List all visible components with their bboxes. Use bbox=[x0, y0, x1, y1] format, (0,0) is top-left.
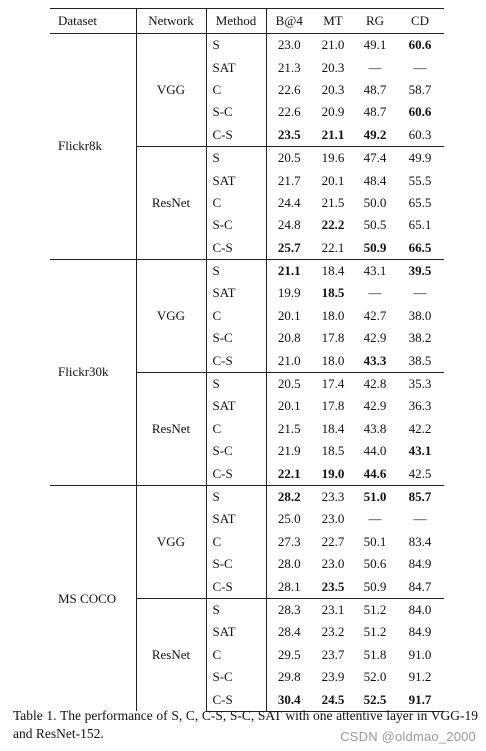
cd-value-cell: 60.6 bbox=[408, 104, 432, 120]
b4-value-cell: 21.9 bbox=[277, 443, 301, 459]
mt-value-cell: 23.0 bbox=[321, 511, 345, 527]
rg-value-cell: 48.7 bbox=[363, 104, 387, 120]
method-cell: S bbox=[206, 259, 266, 282]
mt-value-cell: 20.3 bbox=[321, 59, 345, 75]
cd-value-cell: 65.1 bbox=[408, 217, 432, 233]
cd-value-cell: 38.5 bbox=[408, 352, 432, 368]
network-cell: VGG bbox=[136, 259, 206, 372]
results-table bbox=[50, 8, 444, 712]
method-cell: S-C bbox=[206, 666, 266, 688]
mt-value-cell: 17.4 bbox=[312, 372, 354, 395]
cd-value-cell: — bbox=[413, 285, 427, 301]
mt-value-cell: 22.7 bbox=[321, 533, 345, 549]
method-cell: S bbox=[206, 372, 266, 395]
rg-value-cell: 42.7 bbox=[363, 307, 387, 323]
b4-value-cell: 29.5 bbox=[277, 646, 301, 662]
rg-value-cell: 49.2 bbox=[363, 126, 387, 142]
b4-value-cell: 25.0 bbox=[277, 511, 301, 527]
mt-value-cell: 20.9 bbox=[321, 104, 345, 120]
table-row bbox=[50, 259, 444, 282]
mt-value-cell: 22.2 bbox=[321, 217, 345, 233]
header-method: Method bbox=[206, 9, 266, 34]
rg-value-cell: 50.9 bbox=[363, 239, 387, 255]
rg-value-cell: 43.1 bbox=[354, 259, 396, 282]
mt-value-cell: 23.9 bbox=[321, 669, 345, 685]
mt-value-cell: 23.2 bbox=[321, 624, 345, 640]
cd-value-cell: 91.2 bbox=[408, 669, 432, 685]
cd-value-cell: 38.2 bbox=[408, 330, 432, 346]
b4-value-cell: 28.2 bbox=[266, 485, 312, 508]
mt-value-cell: 21.1 bbox=[321, 126, 345, 142]
mt-value-cell: 24.5 bbox=[312, 688, 354, 711]
header-row bbox=[50, 9, 444, 34]
method-cell: SAT bbox=[206, 395, 266, 417]
b4-value-cell: 20.8 bbox=[277, 330, 301, 346]
method-cell: SAT bbox=[206, 169, 266, 191]
method-cell: C-S bbox=[206, 575, 266, 598]
mt-value-cell: 21.5 bbox=[321, 194, 345, 210]
b4-value-cell: 20.1 bbox=[277, 398, 301, 414]
method-cell: C bbox=[206, 79, 266, 101]
cd-value-cell: 84.7 bbox=[408, 578, 432, 594]
b4-value-cell: 22.6 bbox=[277, 104, 301, 120]
method-cell: C-S bbox=[206, 237, 266, 260]
cd-value-cell: — bbox=[413, 511, 427, 527]
cd-value-cell: 91.7 bbox=[396, 688, 444, 711]
method-cell: C bbox=[206, 531, 266, 553]
rg-value-cell: 42.8 bbox=[354, 372, 396, 395]
cd-value-cell: 60.6 bbox=[396, 34, 444, 57]
mt-value-cell: 23.5 bbox=[321, 578, 345, 594]
rg-value-cell: 44.0 bbox=[363, 443, 387, 459]
mt-value-cell: 23.3 bbox=[312, 485, 354, 508]
method-cell: S-C bbox=[206, 327, 266, 349]
method-cell: S bbox=[206, 146, 266, 169]
method-cell: C-S bbox=[206, 349, 266, 372]
mt-value-cell: 18.4 bbox=[312, 259, 354, 282]
rg-value-cell: 48.7 bbox=[363, 81, 387, 97]
rg-value-cell: 51.2 bbox=[363, 624, 387, 640]
header-dataset: Dataset bbox=[50, 9, 136, 34]
rg-value-cell: — bbox=[368, 59, 382, 75]
method-cell: SAT bbox=[206, 56, 266, 78]
b4-value-cell: 22.1 bbox=[277, 465, 301, 481]
method-cell: S bbox=[206, 485, 266, 508]
b4-value-cell: 21.5 bbox=[277, 420, 301, 436]
header-network: Network bbox=[136, 9, 206, 34]
results-table-container bbox=[50, 8, 444, 712]
method-cell: C bbox=[206, 192, 266, 214]
mt-value-cell: 18.5 bbox=[321, 443, 345, 459]
cd-value-cell: 91.0 bbox=[408, 646, 432, 662]
rg-value-cell: 50.0 bbox=[363, 194, 387, 210]
cd-value-cell: 65.5 bbox=[408, 194, 432, 210]
b4-value-cell: 21.3 bbox=[277, 59, 301, 75]
b4-value-cell: 19.9 bbox=[277, 285, 301, 301]
header-cd: CD bbox=[396, 9, 444, 34]
cd-value-cell: 83.4 bbox=[408, 533, 432, 549]
cd-value-cell: 39.5 bbox=[396, 259, 444, 282]
cd-value-cell: 49.9 bbox=[396, 146, 444, 169]
table-body bbox=[50, 34, 444, 712]
b4-value-cell: 28.0 bbox=[277, 556, 301, 572]
b4-value-cell: 24.8 bbox=[277, 217, 301, 233]
rg-value-cell: 43.8 bbox=[363, 420, 387, 436]
b4-value-cell: 20.1 bbox=[277, 307, 301, 323]
mt-value-cell: 20.1 bbox=[321, 172, 345, 188]
b4-value-cell: 20.5 bbox=[266, 146, 312, 169]
method-cell: SAT bbox=[206, 508, 266, 530]
method-cell: S bbox=[206, 598, 266, 621]
mt-value-cell: 19.0 bbox=[321, 465, 345, 481]
rg-value-cell: 50.1 bbox=[363, 533, 387, 549]
header-mt: MT bbox=[312, 9, 354, 34]
cd-value-cell: 35.3 bbox=[396, 372, 444, 395]
header-rg: RG bbox=[354, 9, 396, 34]
b4-value-cell: 21.1 bbox=[266, 259, 312, 282]
mt-value-cell: 18.0 bbox=[321, 352, 345, 368]
mt-value-cell: 19.6 bbox=[312, 146, 354, 169]
cd-value-cell: 55.5 bbox=[408, 172, 432, 188]
header-b4: B@4 bbox=[266, 9, 312, 34]
mt-value-cell: 18.5 bbox=[321, 285, 345, 301]
cd-value-cell: 84.9 bbox=[408, 624, 432, 640]
network-cell: ResNet bbox=[136, 146, 206, 259]
rg-value-cell: 43.3 bbox=[363, 352, 387, 368]
dataset-cell: Flickr8k bbox=[50, 34, 136, 260]
cd-value-cell: 84.9 bbox=[408, 556, 432, 572]
b4-value-cell: 25.7 bbox=[277, 239, 301, 255]
rg-value-cell: 48.4 bbox=[363, 172, 387, 188]
rg-value-cell: 47.4 bbox=[354, 146, 396, 169]
mt-value-cell: 23.0 bbox=[321, 556, 345, 572]
method-cell: S bbox=[206, 34, 266, 57]
rg-value-cell: — bbox=[368, 511, 382, 527]
network-cell: ResNet bbox=[136, 598, 206, 711]
b4-value-cell: 22.6 bbox=[277, 81, 301, 97]
mt-value-cell: 18.0 bbox=[321, 307, 345, 323]
b4-value-cell: 27.3 bbox=[277, 533, 301, 549]
mt-value-cell: 17.8 bbox=[321, 330, 345, 346]
b4-value-cell: 29.8 bbox=[277, 669, 301, 685]
cd-value-cell: 66.5 bbox=[408, 239, 432, 255]
method-cell: S-C bbox=[206, 214, 266, 236]
cd-value-cell: 38.0 bbox=[408, 307, 432, 323]
network-cell: VGG bbox=[136, 34, 206, 147]
method-cell: SAT bbox=[206, 282, 266, 304]
method-cell: S-C bbox=[206, 101, 266, 123]
table-caption: Table 1. The performance of S, C, C-S, S-C, SAT with one attentive layer in VGG-19 and ResNet-152. bbox=[13, 708, 478, 741]
rg-value-cell: 42.9 bbox=[363, 398, 387, 414]
method-cell: C-S bbox=[206, 688, 266, 711]
table-row bbox=[50, 34, 444, 57]
rg-value-cell: 51.2 bbox=[354, 598, 396, 621]
table-row bbox=[50, 485, 444, 508]
rg-value-cell: 50.5 bbox=[363, 217, 387, 233]
rg-value-cell: 49.1 bbox=[354, 34, 396, 57]
mt-value-cell: 20.3 bbox=[321, 81, 345, 97]
method-cell: SAT bbox=[206, 621, 266, 643]
rg-value-cell: 51.0 bbox=[354, 485, 396, 508]
rg-value-cell: 50.9 bbox=[363, 578, 387, 594]
b4-value-cell: 24.4 bbox=[277, 194, 301, 210]
b4-value-cell: 28.1 bbox=[277, 578, 301, 594]
network-cell: ResNet bbox=[136, 372, 206, 485]
cd-value-cell: 58.7 bbox=[408, 81, 432, 97]
b4-value-cell: 28.3 bbox=[266, 598, 312, 621]
cd-value-cell: 36.3 bbox=[408, 398, 432, 414]
rg-value-cell: 44.6 bbox=[363, 465, 387, 481]
dataset-cell: MS COCO bbox=[50, 485, 136, 711]
network-cell: VGG bbox=[136, 485, 206, 598]
mt-value-cell: 23.7 bbox=[321, 646, 345, 662]
cd-value-cell: 85.7 bbox=[396, 485, 444, 508]
b4-value-cell: 23.0 bbox=[266, 34, 312, 57]
cd-value-cell: 84.0 bbox=[396, 598, 444, 621]
rg-value-cell: — bbox=[368, 285, 382, 301]
b4-value-cell: 28.4 bbox=[277, 624, 301, 640]
b4-value-cell: 21.0 bbox=[277, 352, 301, 368]
cd-value-cell: 60.3 bbox=[408, 126, 432, 142]
b4-value-cell: 21.7 bbox=[277, 172, 301, 188]
method-cell: C bbox=[206, 644, 266, 666]
method-cell: C-S bbox=[206, 462, 266, 485]
method-cell: C bbox=[206, 305, 266, 327]
b4-value-cell: 23.5 bbox=[277, 126, 301, 142]
rg-value-cell: 42.9 bbox=[363, 330, 387, 346]
rg-value-cell: 52.0 bbox=[363, 669, 387, 685]
method-cell: C bbox=[206, 418, 266, 440]
mt-value-cell: 18.4 bbox=[321, 420, 345, 436]
rg-value-cell: 51.8 bbox=[363, 646, 387, 662]
mt-value-cell: 23.1 bbox=[312, 598, 354, 621]
b4-value-cell: 30.4 bbox=[266, 688, 312, 711]
cd-value-cell: — bbox=[413, 59, 427, 75]
dataset-cell: Flickr30k bbox=[50, 259, 136, 485]
method-cell: C-S bbox=[206, 124, 266, 147]
mt-value-cell: 17.8 bbox=[321, 398, 345, 414]
mt-value-cell: 21.0 bbox=[312, 34, 354, 57]
cd-value-cell: 42.2 bbox=[408, 420, 432, 436]
rg-value-cell: 50.6 bbox=[363, 556, 387, 572]
cd-value-cell: 42.5 bbox=[408, 465, 432, 481]
b4-value-cell: 20.5 bbox=[266, 372, 312, 395]
rg-value-cell: 52.5 bbox=[354, 688, 396, 711]
table-header bbox=[50, 9, 444, 34]
method-cell: S-C bbox=[206, 553, 266, 575]
cd-value-cell: 43.1 bbox=[408, 443, 432, 459]
mt-value-cell: 22.1 bbox=[321, 239, 345, 255]
method-cell: S-C bbox=[206, 440, 266, 462]
watermark: CSDN @oldmao_2000 bbox=[340, 729, 476, 744]
